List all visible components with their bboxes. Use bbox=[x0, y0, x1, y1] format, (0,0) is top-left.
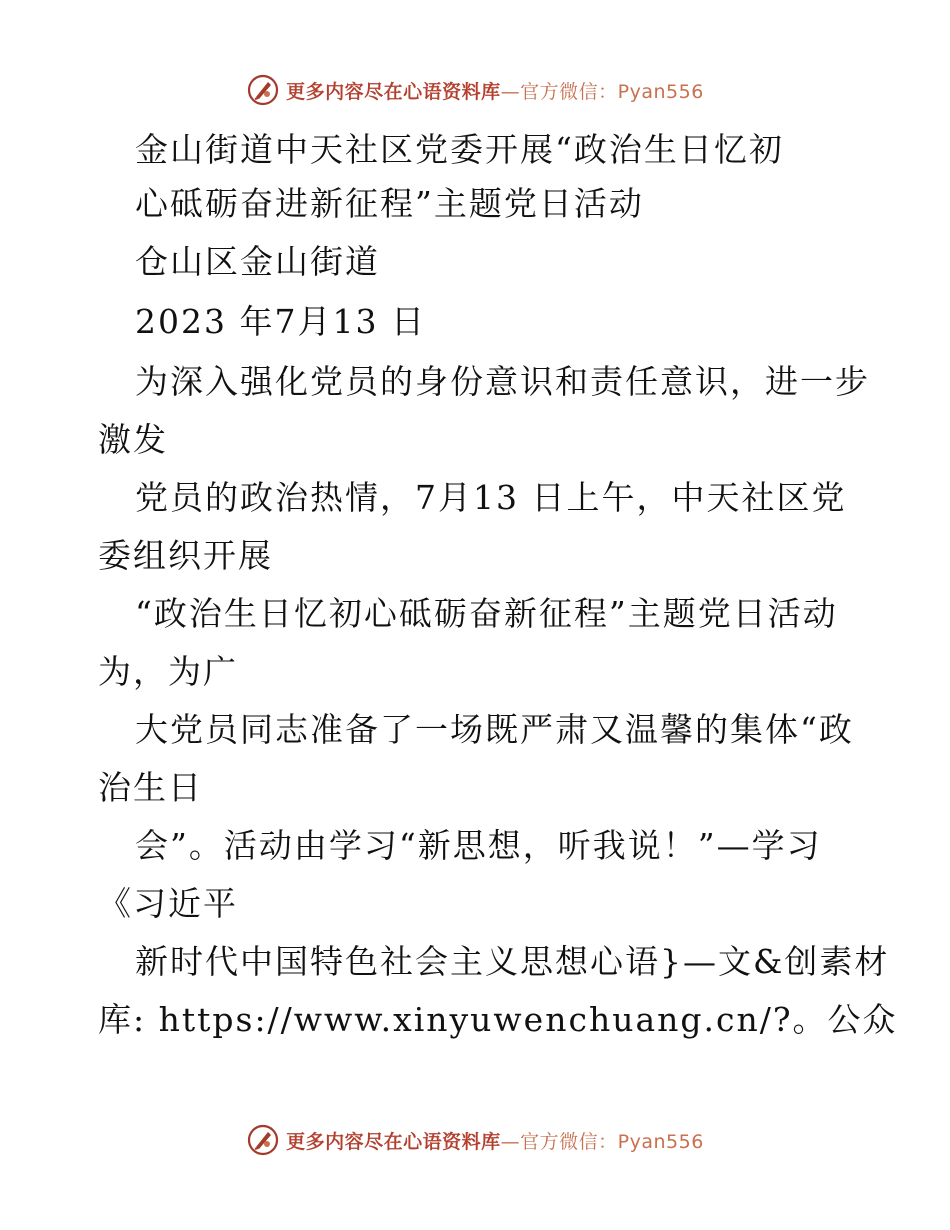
header-banner-text bbox=[286, 77, 704, 104]
quill-seal-icon bbox=[246, 73, 280, 107]
header-banner-inner bbox=[246, 73, 704, 107]
paragraph-line: 大党员同志准备了一场既严肃又温馨的集体“政 bbox=[135, 710, 854, 749]
paragraph-line: 为，为广 bbox=[98, 652, 238, 691]
footer-banner-text bbox=[286, 1127, 704, 1154]
paragraph-line: 治生日 bbox=[98, 768, 203, 807]
paragraph-line: 新时代中国特色社会主义思想心语}—文&创素材 bbox=[135, 942, 890, 981]
paragraph-line: 激发 bbox=[98, 420, 168, 459]
paragraph-line: 党员的政治热情，7月13 日上午，中天社区党 bbox=[135, 478, 847, 517]
doc-title-line-2: 心砥砺奋进新征程”主题党日活动 bbox=[135, 184, 644, 223]
doc-title-line-1: 金山街道中天社区党委开展“政治生日忆初 bbox=[135, 130, 784, 169]
quill-seal-icon bbox=[246, 1123, 280, 1157]
footer-banner bbox=[0, 1120, 950, 1160]
paragraph-line: 为深入强化党员的身份意识和责任意识，进一步 bbox=[135, 362, 870, 401]
paragraph-line: 会”。活动由学习“新思想，听我说！”—学习 bbox=[135, 826, 822, 865]
doc-author: 仓山区金山街道 bbox=[135, 242, 380, 281]
footer-banner-wechat: —官方微信：Pyan556 bbox=[500, 1130, 704, 1153]
header-banner-wechat: —官方微信：Pyan556 bbox=[500, 80, 704, 103]
footer-banner-title: 更多内容尽在心语资料库 bbox=[286, 1130, 501, 1153]
header-banner bbox=[0, 70, 950, 110]
paragraph-line: 库: https://www.xinyuwenchuang.cn/?。公众 bbox=[98, 1000, 898, 1039]
paragraph-line: 委组织开展 bbox=[98, 536, 273, 575]
doc-date: 2023 年7月13 日 bbox=[135, 302, 426, 341]
paragraph-line: 《习近平 bbox=[98, 884, 238, 923]
header-banner-title: 更多内容尽在心语资料库 bbox=[286, 80, 501, 103]
footer-banner-inner bbox=[246, 1123, 704, 1157]
paragraph-line: “政治生日忆初心砥砺奋新征程”主题党日活动 bbox=[135, 594, 838, 633]
